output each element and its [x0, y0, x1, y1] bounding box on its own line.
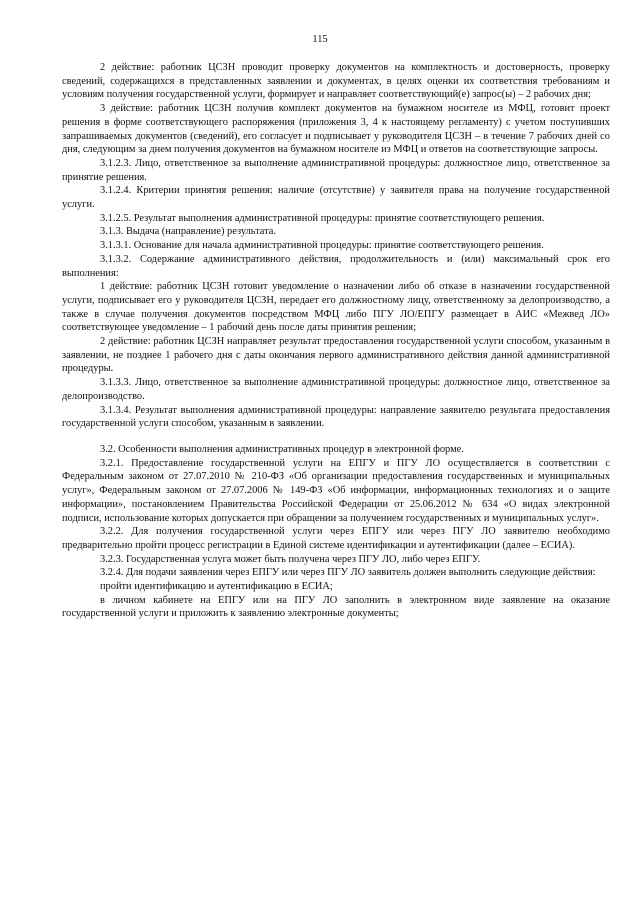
- paragraph-3-action-draft: 3 действие: работник ЦСЗН получив комплект документов на бумажном носителе из МФЦ, готовит проект решения в форме соответствующего распоряжения (приложения 3, 4 к настоящему регламенту) с учетом поступивших запрашиваемых документов (сведений), его согласует и подписывает у руководителя ЦСЗН – в течение 7 рабочих дней со дня, следующим за днем получения документов на бумажном носителе из МФЦ и ответов на соответствующие запросы.: [62, 103, 610, 156]
- paragraph-3-1-2-3: 3.1.2.3. Лицо, ответственное за выполнение административной процедуры: должностное лицо, ответственное за принятие решения.: [62, 157, 610, 183]
- list-item-cabinet: в личном кабинете на ЕПГУ или на ПГУ ЛО заполнить в электронном виде заявление на оказание государственной услуги и приложить к заявлению электронные документы;: [62, 594, 610, 620]
- paragraph-3-1-3: 3.1.3. Выдача (направление) результата.: [100, 226, 276, 238]
- page-number: 115: [312, 34, 328, 45]
- paragraph-3-1-3-2: 3.1.3.2. Содержание административного действия, продолжительность и (или) максимальный срок его выполнения:: [62, 253, 610, 279]
- paragraph-3-1-3-3: 3.1.3.3. Лицо, ответственное за выполнение административной процедуры: должностное лицо, ответственное за делопроизводство.: [62, 377, 610, 402]
- section-3-2-heading: 3.2. Особенности выполнения административных процедур в электронной форме.: [100, 443, 464, 455]
- paragraph-3-2-3: 3.2.3. Государственная услуга может быть получена через ПГУ ЛО, либо через ЕПГУ.: [100, 553, 481, 565]
- paragraph-1-action-notice: 1 действие: работник ЦСЗН готовит уведомление о назначении либо об отказе в назначении государственной услуги, подписывает его у руководителя ЦСЗН, передает его должностному лицу, ответственному за делопроизводство, а также в случае получения документов посредством МФЦ либо ПГУ ЛО/ЕПГУ размещает в АИС «Межвед ЛО» соответствующее уведомление – 1 рабочий день после даты принятия решения;: [62, 281, 610, 334]
- paragraph-2-action-send: 2 действие: работник ЦСЗН направляет результат предоставления государственной услуги способом, указанным в заявлении, не позднее 1 рабочего дня с даты окончания первого административного действия данной административной процедуры.: [62, 336, 610, 375]
- paragraph-3-1-2-5: 3.1.2.5. Результат выполнения административной процедуры: принятие соответствующего решения.: [100, 212, 545, 224]
- paragraph-3-2-2: 3.2.2. Для получения государственной услуги через ЕПГУ или через ПГУ ЛО заявителю необходимо предварительно пройти процесс регистрации в Единой системе идентификации и аутентификации (далее – ЕСИА).: [62, 526, 610, 551]
- paragraph-3-1-3-1: 3.1.3.1. Основание для начала административной процедуры: принятие соответствующего решения.: [100, 240, 544, 252]
- paragraph-2-action-check: 2 действие: работник ЦСЗН проводит проверку документов на комплектность и достоверность, проверку сведений, содержащихся в представленных заявлении и документах, в целях оценки их соответствия требованиям и условиям получения государственной услуги, формирует и направляет соответствующий(е) запрос(ы) – 2 рабочих дня;: [62, 62, 610, 101]
- paragraph-3-2-4: 3.2.4. Для подачи заявления через ЕПГУ или через ПГУ ЛО заявитель должен выполнить следующие действия:: [100, 567, 596, 579]
- paragraph-3-1-2-4: 3.1.2.4. Критерии принятия решения: наличие (отсутствие) у заявителя права на получение государственной услуги.: [62, 185, 610, 211]
- paragraph-3-1-3-4: 3.1.3.4. Результат выполнения административной процедуры: направление заявителю результата предоставления государственной услуги способом, указанным в заявлении.: [62, 404, 610, 430]
- list-item-esia: пройти идентификацию и аутентификацию в ЕСИА;: [100, 581, 333, 593]
- document-body: [62, 61, 610, 621]
- paragraph-3-2-1: 3.2.1. Предоставление государственной услуги на ЕПГУ и ПГУ ЛО осуществляется в соответствии с Федеральным законом от 27.07.2010 № 210-ФЗ «Об организации предоставления государственных и муниципальных услуг», Федеральным законом от 27.07.2006 № 149-ФЗ «Об информации, информационных технологиях и о защите информации», постановлением Правительства Российской Федерации от 25.06.2012 № 634 «О видах электронной подписи, использование которых допускается при обращении за получением государственных и муниципальных услуг».: [62, 457, 610, 524]
